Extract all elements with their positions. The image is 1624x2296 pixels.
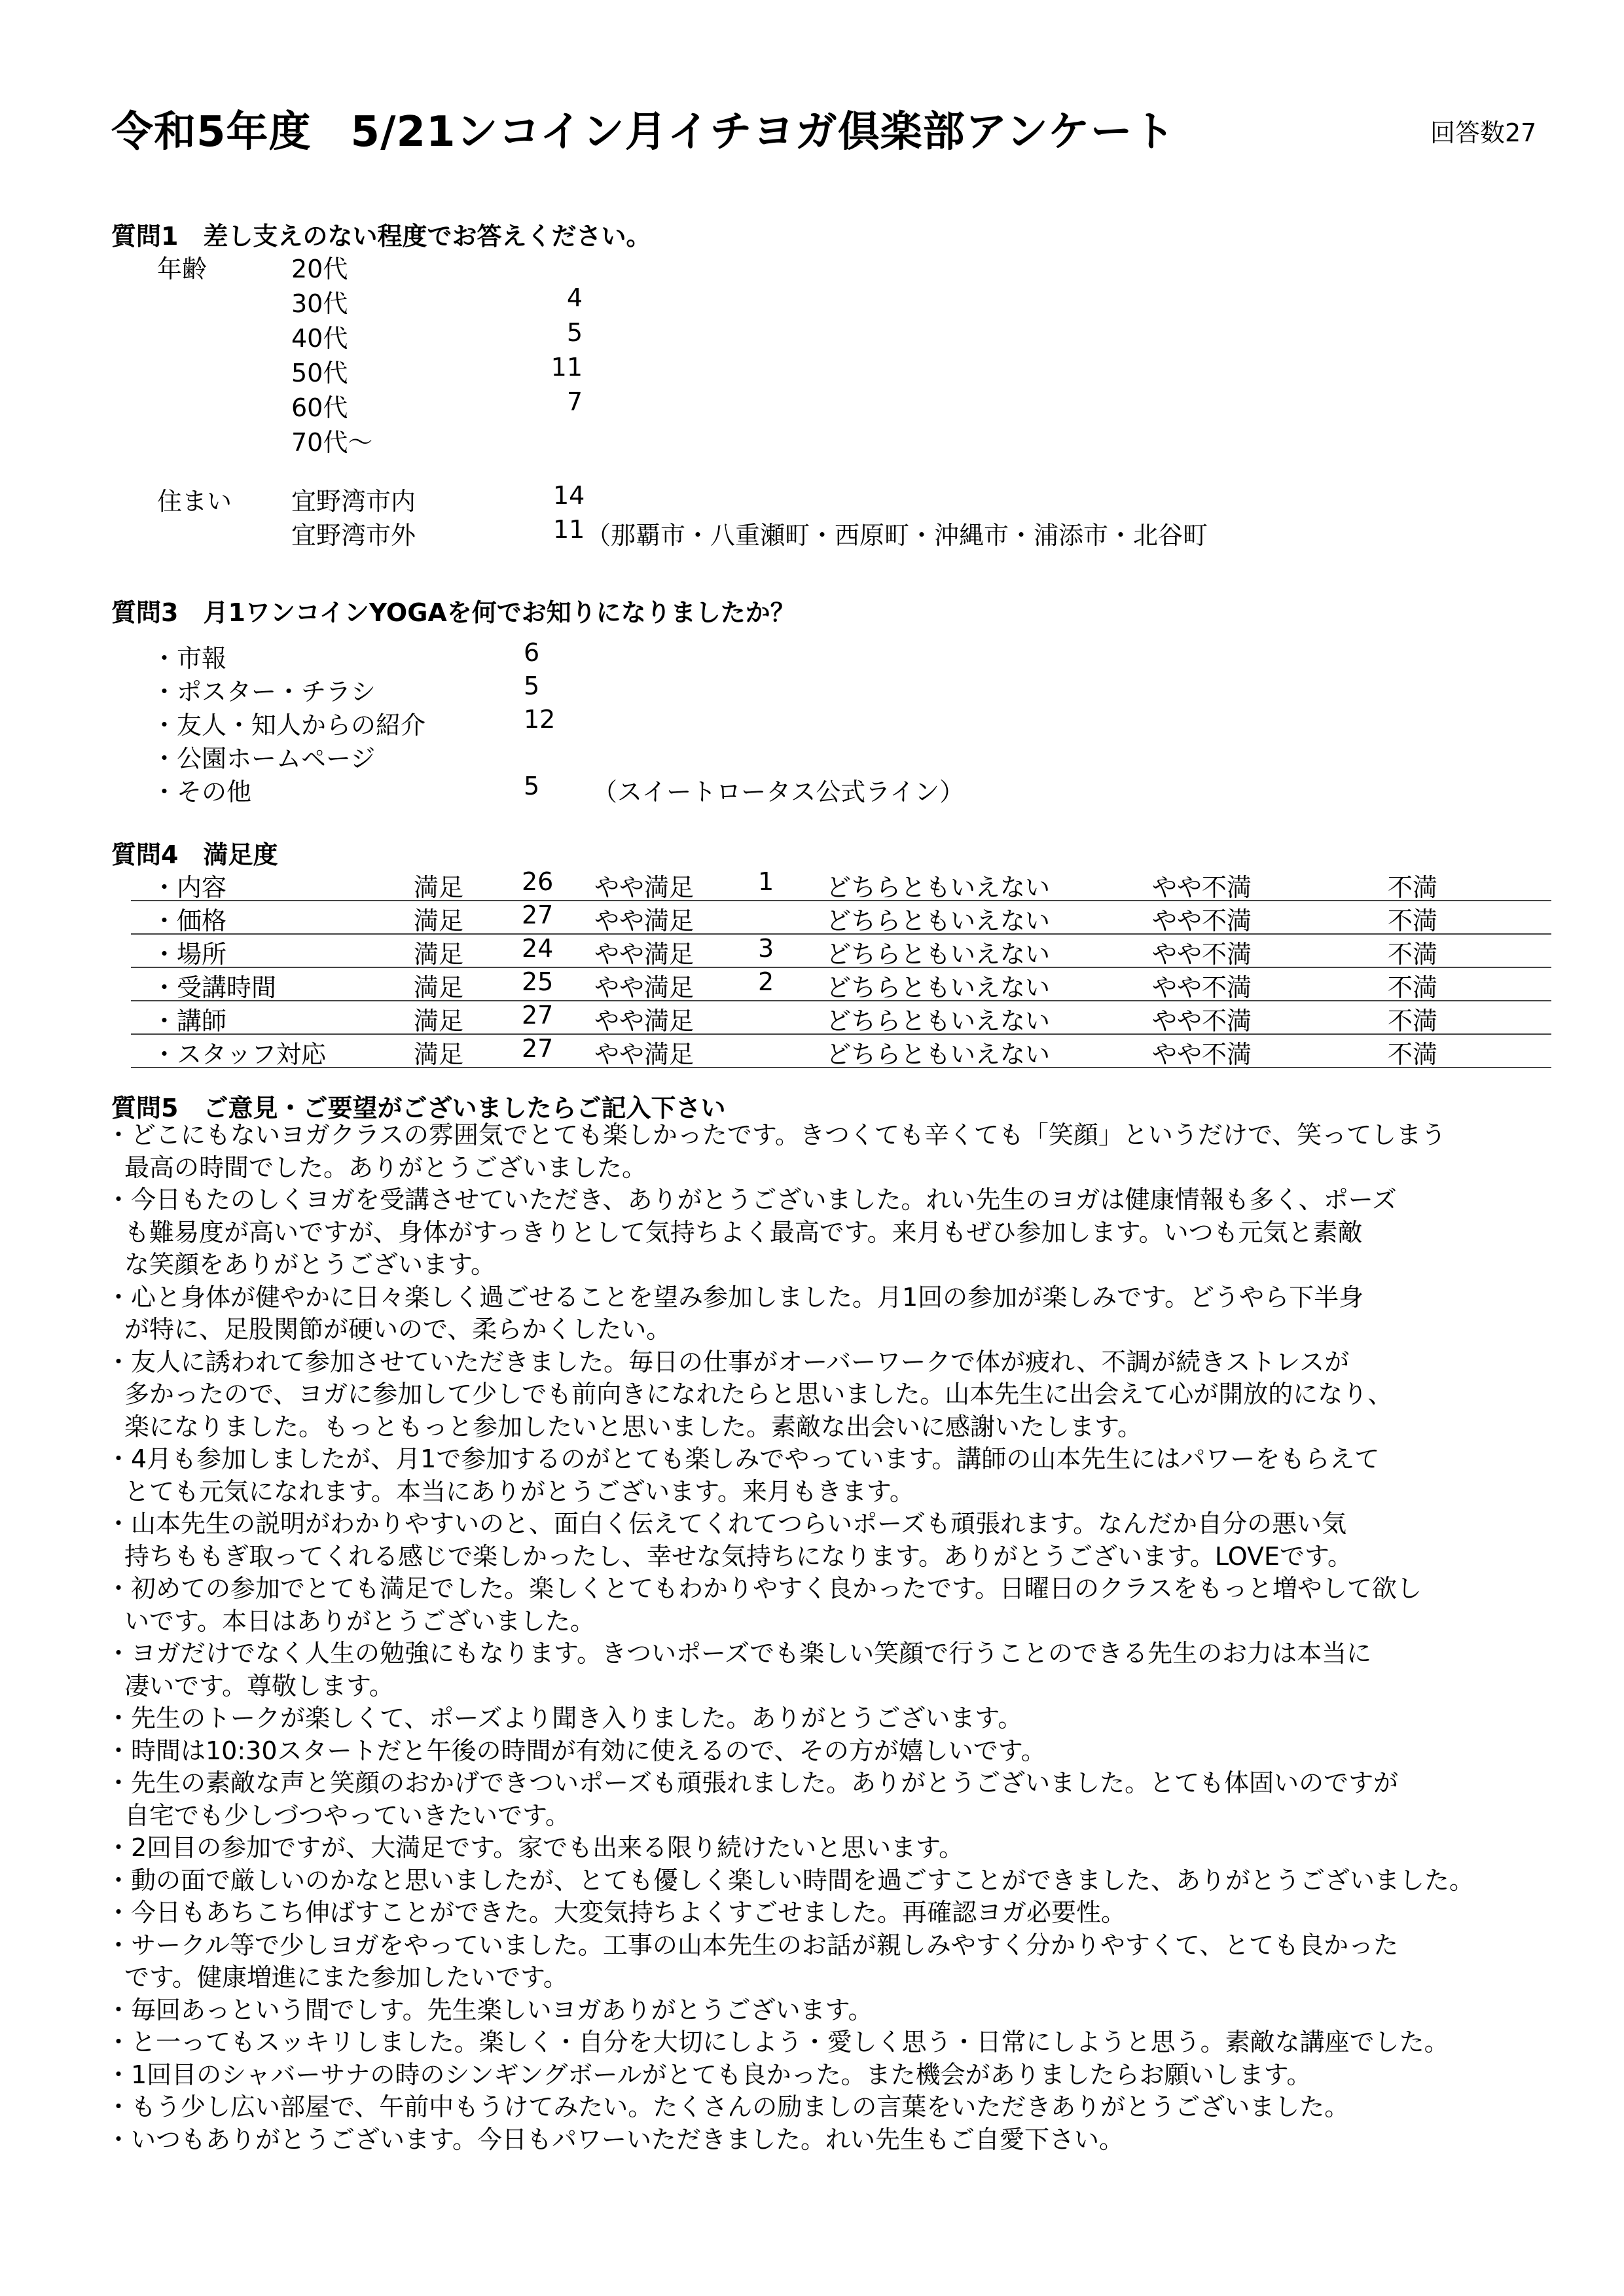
age-group-label: 70代～ xyxy=(291,428,373,457)
satisfaction-item: ・場所 xyxy=(152,940,227,969)
satisfaction-item: ・受講時間 xyxy=(152,973,277,1002)
comment-item: ・友人に誘われて参加させていただきました。毎日の仕事がオーバーワークで体が疲れ、不調が続きストレスが 多かったので、ヨガに参加して少しでも前向きになれたらと思いました。山本先生に出会えて心が開放的になり、 楽になりました。もっともっと参加したいと思いました。素敵な出会いに感謝いたします。 xyxy=(106,1347,1393,1441)
comment-item: ・初めての参加でとても満足でした。楽しくとてもわかりやすく良かったです。日曜日のクラスをもっと増やして欲し いです。本日はありがとうございました。 xyxy=(106,1574,1422,1636)
source-option-count: 5 xyxy=(524,772,540,800)
satisfied-count: 27 xyxy=(522,901,554,929)
satisfaction-item: ・講師 xyxy=(152,1007,227,1035)
comment-item: ・今日もあちこち伸ばすことができた。大変気持ちよくすごせました。再確認ヨガ必要性。 xyxy=(106,1898,1127,1927)
title-year: 令和5年度 xyxy=(111,108,312,156)
comment-item: ・先生のトークが楽しくて、ポーズより聞き入りました。ありがとうございます。 xyxy=(106,1704,1023,1732)
comment-item: ・心と身体が健やかに日々楽しく過ごせることを望み参加しました。月1回の参加が楽しみです。どうやら下半身 が特に、足股関節が硬いので、柔らかくしたい。 xyxy=(106,1282,1364,1344)
somewhat-satisfied-label: やや満足 xyxy=(594,940,695,969)
age-group-label: 40代 xyxy=(291,324,348,353)
satisfied-count: 25 xyxy=(522,967,554,996)
neutral-label: どちらともいえない xyxy=(826,940,1051,969)
comment-item: ・毎回あっという間でしす。先生楽しいヨガありがとうございます。 xyxy=(106,1995,873,2024)
age-group-label: 20代 xyxy=(291,255,348,283)
comment-item: ・時間は10:30スタートだと午後の時間が有効に使えるので、その方が嬉しいです。 xyxy=(106,1736,1046,1765)
age-group-count: 4 xyxy=(566,283,583,312)
residence-area-label: 宜野湾市内 xyxy=(291,487,416,516)
satisfied-label: 満足 xyxy=(414,940,464,969)
comment-item: ・サークル等で少しヨガをやっていました。工事の山本先生のお話が親しみやすく分かりやすくて、とても良かった です。健康増進にまた参加したいです。 xyxy=(106,1930,1399,1992)
somewhat-dissatisfied-label: やや不満 xyxy=(1152,1007,1252,1035)
somewhat-satisfied-count: 1 xyxy=(758,867,774,896)
q4-heading: 質問4 満足度 xyxy=(111,840,278,869)
dissatisfied-label: 不満 xyxy=(1388,973,1438,1002)
comment-item: ・今日もたのしくヨガを受講させていただき、ありがとうございました。れい先生のヨガは健康情報も多く、ポーズ も難易度が高いですが、身体がすっきりとして気持ちよく最高です。来月もぜひ参加します。いつも元気と素敵 な笑顔をありがとうございます。 xyxy=(106,1185,1397,1279)
satisfaction-row xyxy=(131,934,1551,968)
satisfied-count: 27 xyxy=(522,1034,554,1063)
comment-item: ・ヨガだけでなく人生の勉強にもなります。きついポーズでも楽しい笑顔で行うことのできる先生のお力は本当に 凄いです。尊敬します。 xyxy=(106,1639,1372,1700)
residence-area-count: 11 xyxy=(553,515,585,544)
satisfied-count: 27 xyxy=(522,1001,554,1030)
age-group-label: 60代 xyxy=(291,393,348,422)
dissatisfied-label: 不満 xyxy=(1388,906,1438,935)
somewhat-satisfied-count: 3 xyxy=(758,934,774,963)
dissatisfied-label: 不満 xyxy=(1388,1007,1438,1035)
comment-item: ・山本先生の説明がわかりやすいのと、面白く伝えてくれてつらいポーズも頑張れます。なんだか自分の悪い気 持ちももぎ取ってくれる感じで楽しかったし、幸せな気持ちになります。ありがとうございます。LOVEです。 xyxy=(106,1509,1352,1571)
dissatisfied-label: 不満 xyxy=(1388,1040,1438,1069)
age-group-label: 30代 xyxy=(291,289,348,318)
somewhat-satisfied-label: やや満足 xyxy=(594,906,695,935)
comment-item: ・もう少し広い部屋で、午前中もうけてみたい。たくさんの励ましの言葉をいただきありがとうございました。 xyxy=(106,2092,1350,2121)
source-option-label: ・市報 xyxy=(152,644,227,673)
residence-area-label: 宜野湾市外 xyxy=(291,521,416,550)
comment-item: ・先生の素敵な声と笑顔のおかげできついポーズも頑張れました。ありがとうございました。とても体固いのですが 自宅でも少しづつやっていきたいです。 xyxy=(106,1768,1399,1830)
source-option-count: 6 xyxy=(524,638,540,667)
page-title xyxy=(111,98,1176,158)
dissatisfied-label: 不満 xyxy=(1388,873,1438,902)
source-option-label: ・友人・知人からの紹介 xyxy=(152,711,426,740)
neutral-label: どちらともいえない xyxy=(826,873,1051,902)
age-group-count: 5 xyxy=(566,318,583,347)
age-group-label: 50代 xyxy=(291,359,348,387)
title-main: 5/21ンコイン月イチヨガ倶楽部アンケート xyxy=(350,108,1176,156)
somewhat-satisfied-label: やや満足 xyxy=(594,873,695,902)
satisfied-label: 満足 xyxy=(414,1007,464,1035)
somewhat-satisfied-label: やや満足 xyxy=(594,1007,695,1035)
satisfied-count: 24 xyxy=(522,934,554,963)
age-group-count: 7 xyxy=(566,387,583,416)
satisfaction-row xyxy=(131,1001,1551,1035)
source-option-label: ・公園ホームページ xyxy=(152,744,376,773)
source-option-count: 5 xyxy=(524,672,540,700)
residence-label: 住まい xyxy=(157,487,232,516)
somewhat-dissatisfied-label: やや不満 xyxy=(1152,906,1252,935)
comment-item: ・いつもありがとうございます。今日もパワーいただきました。れい先生もご自愛下さい。 xyxy=(106,2125,1124,2154)
comment-list xyxy=(106,1119,1572,2156)
satisfied-label: 満足 xyxy=(414,873,464,902)
satisfied-label: 満足 xyxy=(414,906,464,935)
source-option-count: 12 xyxy=(524,705,556,734)
comment-item: ・どこにもないヨガクラスの雰囲気でとても楽しかったです。きつくても辛くても「笑顔」というだけで、笑ってしまう 最高の時間でした。ありがとうございました。 xyxy=(106,1121,1447,1182)
satisfied-label: 満足 xyxy=(414,973,464,1002)
somewhat-dissatisfied-label: やや不満 xyxy=(1152,873,1252,902)
source-option-note: （スイートロータス公式ライン） xyxy=(592,778,965,806)
source-option-label: ・その他 xyxy=(152,778,252,806)
age-group-count: 11 xyxy=(550,353,583,382)
comment-item: ・2回目の参加ですが、大満足です。家でも出来る限り続けたいと思います。 xyxy=(106,1833,964,1862)
age-label: 年齢 xyxy=(157,255,208,283)
source-option-label: ・ポスター・チラシ xyxy=(152,677,376,706)
neutral-label: どちらともいえない xyxy=(826,906,1051,935)
satisfaction-item: ・内容 xyxy=(152,873,227,902)
q5-heading: 質問5 ご意見・ご要望がございましたらご記入下さい xyxy=(111,1094,726,1122)
somewhat-satisfied-label: やや満足 xyxy=(594,1040,695,1069)
satisfaction-item: ・価格 xyxy=(152,906,227,935)
q1-heading: 質問1 差し支えのない程度でお答えください。 xyxy=(111,222,651,251)
somewhat-dissatisfied-label: やや不満 xyxy=(1152,1040,1252,1069)
somewhat-satisfied-count: 2 xyxy=(758,967,774,996)
comment-item: ・と一ってもスッキリしました。楽しく・自分を大切にしよう・愛しく思う・日常にしようと思う。素敵な講座でした。 xyxy=(106,2028,1449,2056)
satisfied-label: 満足 xyxy=(414,1040,464,1069)
somewhat-dissatisfied-label: やや不満 xyxy=(1152,940,1252,969)
neutral-label: どちらともいえない xyxy=(826,1007,1051,1035)
satisfaction-item: ・スタッフ対応 xyxy=(152,1040,327,1069)
residence-area-count: 14 xyxy=(553,481,585,510)
dissatisfied-label: 不満 xyxy=(1388,940,1438,969)
residence-area-note: （那覇市・八重瀬町・西原町・沖縄市・浦添市・北谷町 xyxy=(586,521,1208,550)
satisfaction-row xyxy=(131,867,1551,901)
neutral-label: どちらともいえない xyxy=(826,973,1051,1002)
satisfied-count: 26 xyxy=(522,867,554,896)
neutral-label: どちらともいえない xyxy=(826,1040,1051,1069)
satisfaction-row xyxy=(131,967,1551,1001)
q3-heading: 質問3 月1ワンコインYOGAを何でお知りになりましたか？ xyxy=(111,598,795,627)
satisfaction-row xyxy=(131,901,1551,935)
comment-item: ・4月も参加しましたが、月1で参加するのがとても楽しみでやっています。講師の山本先生にはパワーをもらえて とても元気になれます。本当にありがとうございます。来月もきます。 xyxy=(106,1444,1380,1506)
response-count: 回答数27 xyxy=(1430,118,1537,147)
comment-item: ・1回目のシャバーサナの時のシンギングボールがとても良かった。また機会がありましたらお願いします。 xyxy=(106,2060,1312,2089)
somewhat-satisfied-label: やや満足 xyxy=(594,973,695,1002)
satisfaction-row xyxy=(131,1034,1551,1068)
somewhat-dissatisfied-label: やや不満 xyxy=(1152,973,1252,1002)
comment-item: ・動の面で厳しいのかなと思いましたが、とても優しく楽しい時間を過ごすことができました、ありがとうございました。 xyxy=(106,1865,1475,1895)
